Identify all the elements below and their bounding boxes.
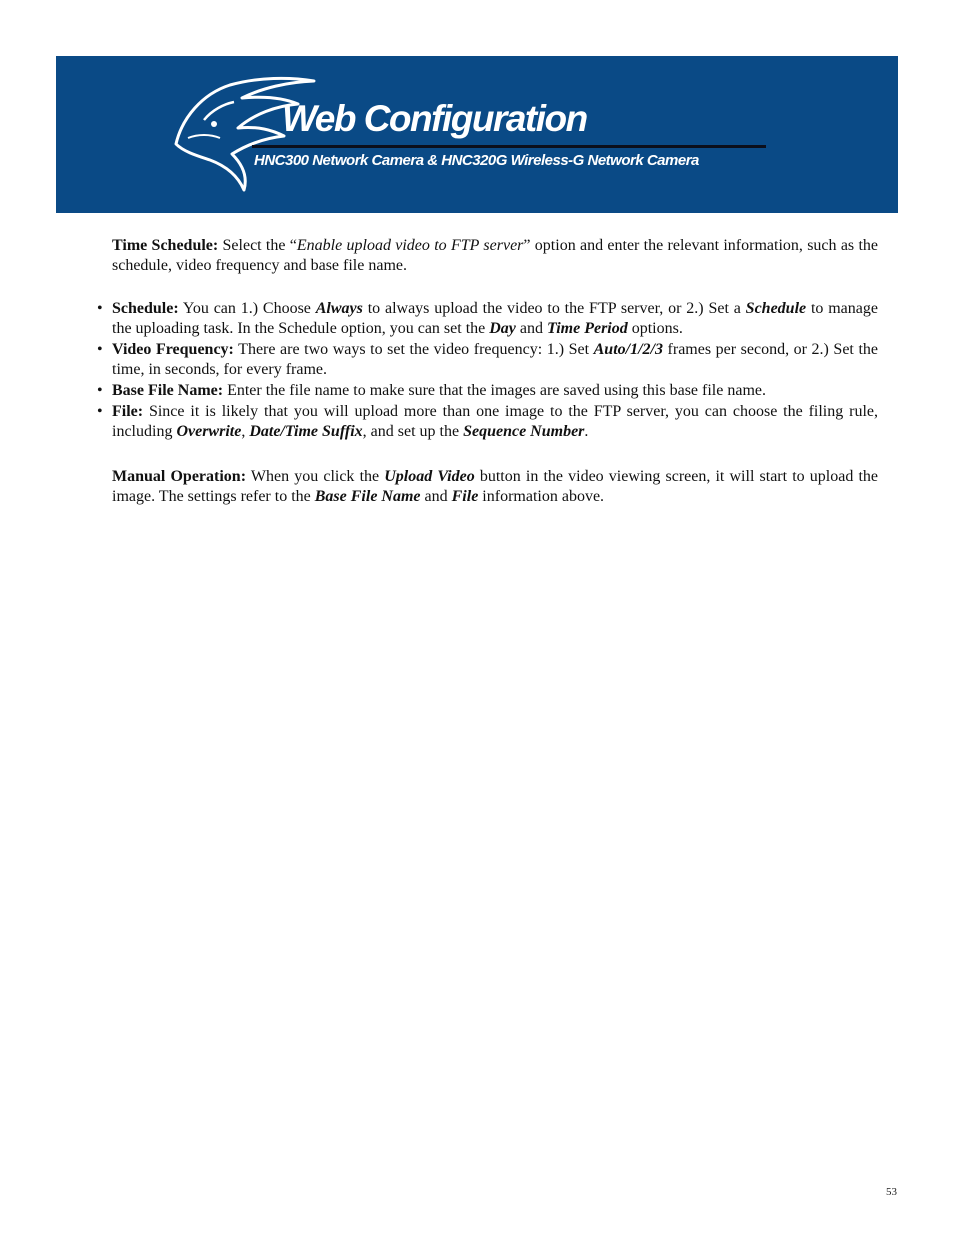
banner-subtitle: HNC300 Network Camera & HNC320G Wireless-G Network Camera	[254, 152, 699, 169]
settings-bullet-list	[97, 299, 878, 442]
emphasis-term: Upload Video	[384, 468, 475, 485]
text-run: You can 1.) Choose	[178, 300, 316, 317]
list-item-video-frequency	[97, 340, 878, 380]
page-number: 53	[886, 1186, 897, 1198]
bullet-icon: •	[97, 300, 103, 317]
text-run: Enter the file name to make sure that the images are saved using this base file name.	[223, 382, 766, 399]
manual-operation-paragraph	[112, 467, 878, 507]
list-item-base-file-name	[97, 381, 878, 401]
emphasis-term: Always	[315, 300, 363, 317]
text-run: frames per second, or 2.) Set the time, in seconds, for every frame.	[112, 341, 878, 378]
text-run: options.	[627, 320, 683, 337]
header-banner	[56, 56, 898, 213]
text-run: ” option and enter the relevant information, such as the schedule, video frequency and base file name.	[112, 237, 879, 274]
bullet-label: Base File Name:	[112, 382, 224, 399]
text-run: information above.	[478, 488, 605, 505]
emphasis-term: Sequence Number	[463, 423, 585, 440]
text-run: .	[584, 423, 589, 440]
emphasis-term: Time Period	[547, 320, 628, 337]
banner-divider	[252, 145, 766, 148]
document-body	[97, 236, 879, 507]
text-run: button in the video viewing screen, it will start to upload the image. The settings refer to the	[112, 468, 879, 505]
text-run: Select the “	[218, 237, 297, 254]
text-run: to always upload the video to the FTP server, or 2.) Set a	[362, 300, 746, 317]
emphasis-term: Overwrite	[176, 423, 242, 440]
text-run: There are two ways to set the video frequency: 1.) Set	[233, 341, 594, 358]
text-run: Since it is likely that you will upload more than one image to the FTP server, you can choose the filing rule, including	[112, 403, 878, 440]
time-schedule-paragraph	[112, 236, 878, 276]
text-run: to manage the uploading task. In the Schedule option, you can set the	[112, 300, 878, 337]
option-name: Enable upload video to FTP server	[296, 237, 524, 254]
bullet-icon: •	[97, 341, 103, 358]
emphasis-term: Date/Time Suffix	[249, 423, 363, 440]
bullet-label: Schedule:	[112, 300, 179, 317]
text-run: When you click the	[246, 468, 385, 485]
emphasis-term: Auto/1/2/3	[593, 341, 663, 358]
banner-title: Web Configuration	[282, 98, 587, 139]
emphasis-term: Day	[489, 320, 516, 337]
text-run: , and set up the	[362, 423, 464, 440]
bullet-label: Video Frequency:	[112, 341, 234, 358]
bullet-label: File:	[112, 403, 144, 420]
emphasis-term: Schedule	[745, 300, 807, 317]
time-schedule-label: Time Schedule:	[112, 237, 219, 254]
emphasis-term: Base File Name	[314, 488, 421, 505]
bullet-icon: •	[97, 382, 103, 399]
bullet-icon: •	[97, 403, 103, 420]
manual-operation-label: Manual Operation:	[112, 468, 247, 485]
text-run: and	[420, 488, 452, 505]
emphasis-term: File	[451, 488, 479, 505]
text-run: ,	[241, 423, 250, 440]
text-run: and	[515, 320, 548, 337]
list-item-file	[97, 402, 878, 442]
list-item-schedule	[97, 299, 878, 339]
